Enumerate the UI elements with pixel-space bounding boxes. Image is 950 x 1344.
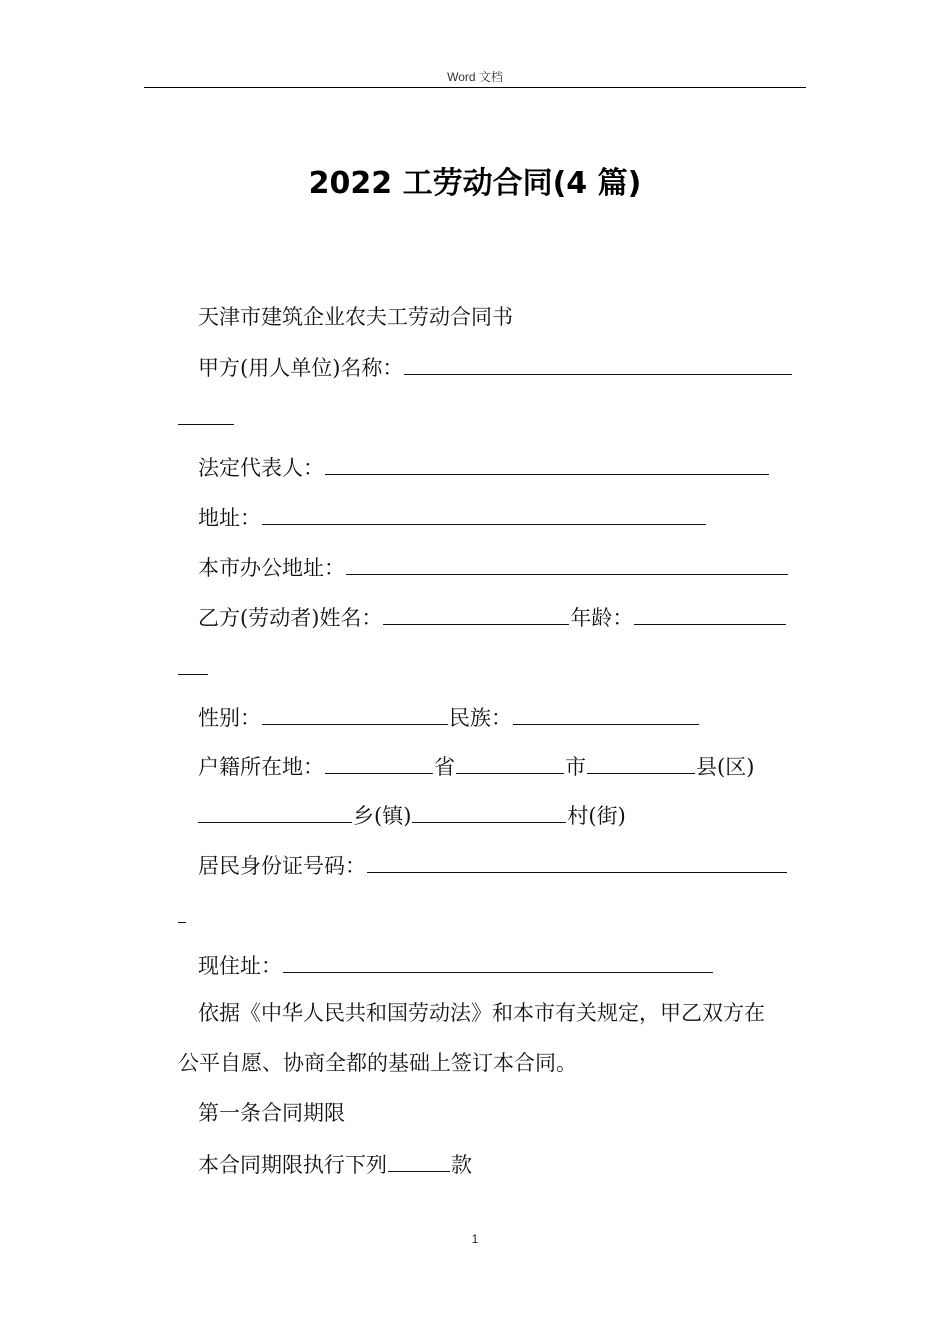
- household-label: 户籍所在地：: [198, 755, 324, 779]
- term-choice-field[interactable]: [388, 1149, 450, 1172]
- id-number-row: [198, 850, 788, 880]
- party-a-name-row: [198, 352, 793, 382]
- party-a-name-field-continued[interactable]: [178, 402, 234, 425]
- id-number-label: 居民身份证号码：: [198, 854, 366, 878]
- ethnicity-field[interactable]: [513, 702, 699, 725]
- ethnicity-label: 民族：: [449, 706, 512, 730]
- party-b-name-field[interactable]: [383, 602, 569, 625]
- county-field[interactable]: [587, 751, 695, 774]
- party-a-name-label: 甲方(用人单位)名称：: [198, 356, 404, 380]
- term-label-before: 本合同期限执行下列: [198, 1153, 387, 1177]
- office-address-row: [198, 552, 789, 582]
- county-label: 县(区): [696, 755, 755, 779]
- current-address-row: [198, 950, 714, 980]
- township-field[interactable]: [198, 800, 352, 823]
- document-title: 2022 工劳动合同(4 篇): [308, 166, 642, 201]
- header-rule: [144, 87, 806, 88]
- contract-subtitle: 天津市建筑企业农夫工劳动合同书: [198, 305, 513, 329]
- current-address-field[interactable]: [283, 950, 713, 973]
- village-label: 村(街): [567, 804, 626, 828]
- basis-paragraph-line2: 公平自愿、协商全都的基础上签订本合同。: [178, 1051, 577, 1075]
- province-field[interactable]: [325, 751, 433, 774]
- township-village-row: [198, 800, 626, 830]
- party-b-row: [198, 602, 787, 632]
- office-address-label: 本市办公地址：: [198, 556, 345, 580]
- office-address-field[interactable]: [346, 552, 788, 575]
- id-number-field[interactable]: [367, 850, 787, 873]
- township-label: 乡(镇): [353, 804, 412, 828]
- address-field[interactable]: [262, 502, 706, 525]
- party-a-name-field[interactable]: [404, 352, 792, 375]
- gender-ethnicity-row: [198, 702, 700, 732]
- village-field[interactable]: [412, 800, 566, 823]
- party-b-row-continued: [178, 652, 208, 682]
- basis-paragraph-line1: 依据《中华人民共和国劳动法》和本市有关规定，甲乙双方在: [198, 1001, 765, 1025]
- article1-title: 第一条合同期限: [198, 1101, 345, 1125]
- page-header: Word 文档: [447, 70, 503, 84]
- page-number: 1: [471, 1232, 479, 1246]
- age-field[interactable]: [634, 602, 786, 625]
- age-field-continued[interactable]: [178, 652, 208, 675]
- id-number-field-continued[interactable]: [178, 900, 186, 923]
- legal-rep-field[interactable]: [325, 452, 769, 475]
- city-label: 市: [565, 755, 586, 779]
- term-row: [198, 1149, 472, 1179]
- party-b-name-label: 乙方(劳动者)姓名：: [198, 606, 383, 630]
- address-row: [198, 502, 707, 532]
- province-label: 省: [434, 755, 455, 779]
- gender-label: 性别：: [198, 706, 261, 730]
- party-a-name-row-continued: [178, 402, 234, 432]
- gender-field[interactable]: [262, 702, 448, 725]
- address-label: 地址：: [198, 506, 261, 530]
- term-label-after: 款: [451, 1153, 472, 1177]
- household-row: [198, 751, 754, 781]
- city-field[interactable]: [456, 751, 564, 774]
- id-number-row-continued: [178, 900, 186, 930]
- legal-rep-row: [198, 452, 770, 482]
- current-address-label: 现住址：: [198, 954, 282, 978]
- legal-rep-label: 法定代表人：: [198, 456, 324, 480]
- age-label: 年龄：: [570, 606, 634, 630]
